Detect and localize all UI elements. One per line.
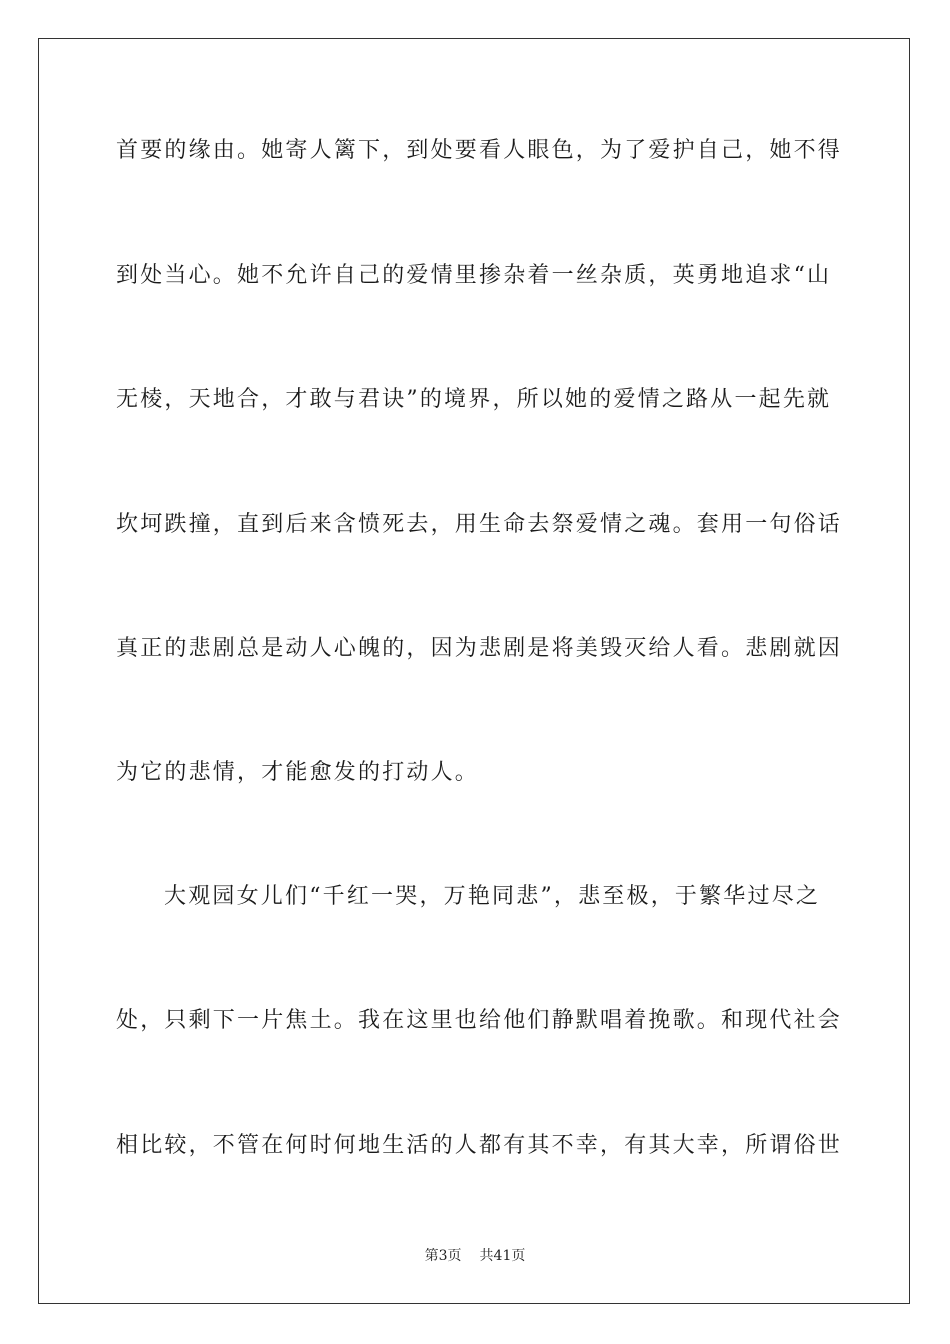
body-text-line-4: 坎坷跌撞，直到后来含愤死去，用生命去祭爱情之魂。套用一句俗话: [116, 512, 843, 537]
paragraph-start-line-7: 大观园女儿们“千红一哭，万艳同悲”，悲至极，于繁华过尽之: [164, 884, 821, 909]
body-text-line-9: 相比较，不管在何时何地生活的人都有其不幸，有其大幸，所谓俗世: [116, 1133, 843, 1158]
page-border: [38, 38, 910, 1304]
total-pages: 共41页: [479, 1248, 526, 1264]
body-text-line-8: 处，只剩下一片焦土。我在这里也给他们静默唱着挽歌。和现代社会: [116, 1008, 843, 1033]
page-number: 第3页: [424, 1248, 462, 1264]
body-text-line-1: 首要的缘由。她寄人篱下，到处要看人眼色，为了爱护自己，她不得: [116, 138, 843, 163]
body-text-line-3: 无棱，天地合，才敢与君诀”的境界，所以她的爱情之路从一起先就: [116, 387, 832, 412]
page-footer: [0, 1246, 950, 1266]
body-text-line-5: 真正的悲剧总是动人心魄的，因为悲剧是将美毁灭给人看。悲剧就因: [116, 636, 843, 661]
body-text-line-6: 为它的悲情，才能愈发的打动人。: [116, 760, 480, 785]
body-text-line-2: 到处当心。她不允许自己的爱情里掺杂着一丝杂质，英勇地追求“山: [116, 263, 832, 288]
